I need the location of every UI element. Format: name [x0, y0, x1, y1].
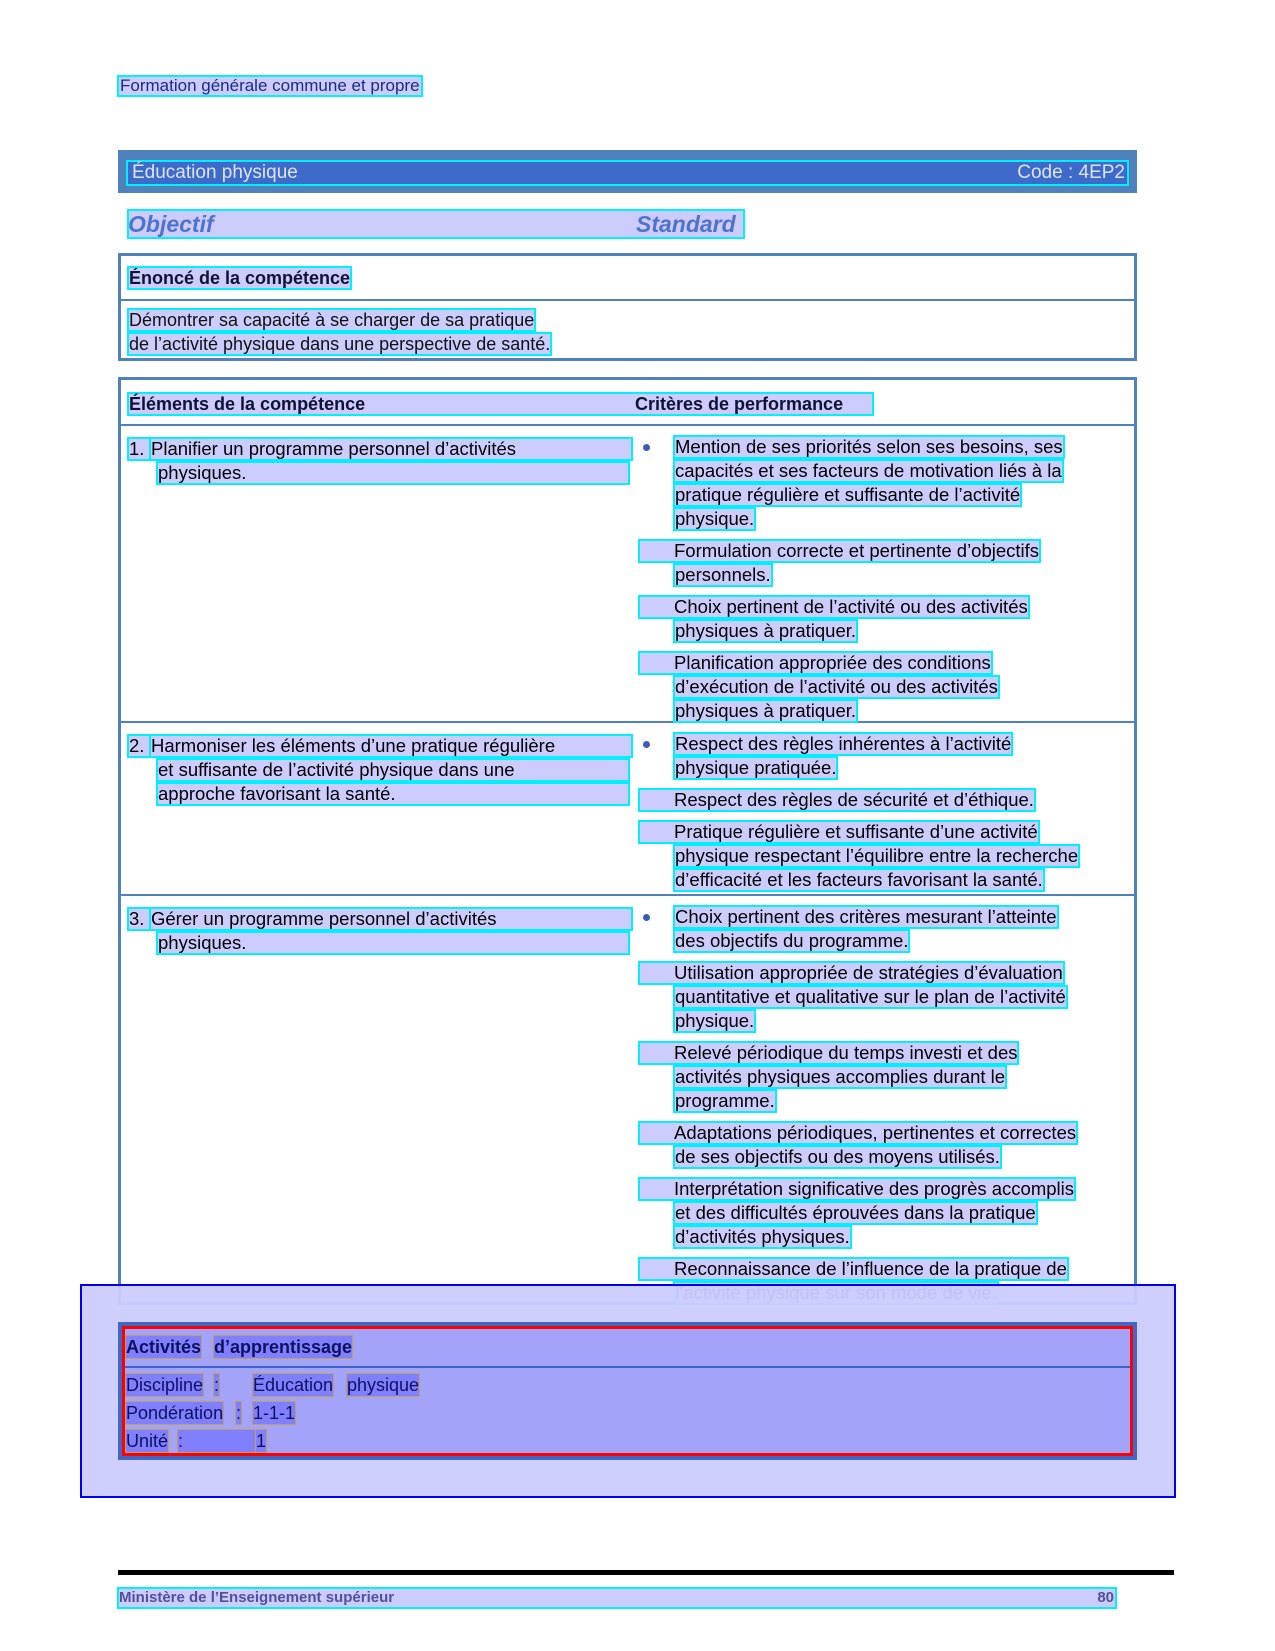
activites-heading-word1: Activités — [126, 1337, 202, 1357]
criterion-line: d’exécution de l’activité ou des activités — [675, 676, 998, 697]
divider — [121, 721, 1134, 723]
criterion-line: Respect des règles de sécurité et d’éthique. — [639, 789, 1035, 811]
criterion-line: Relevé périodique du temps investi et des — [639, 1042, 1018, 1064]
criterion-line: Utilisation appropriée de stratégies d’évaluation — [639, 962, 1064, 984]
criterion-line: physique. — [675, 1010, 755, 1031]
criterion-line: activités physiques accomplies durant le — [675, 1066, 1006, 1087]
course-discipline: Éducation physique — [132, 162, 298, 183]
course-header-bar — [118, 150, 1137, 193]
col-header-elements: Éléments de la compétence — [129, 394, 366, 414]
element-number: 3. — [128, 908, 152, 930]
criterion-line: Adaptations périodiques, pertinentes et correctes — [639, 1122, 1077, 1144]
discipline-value-2: physique — [347, 1375, 420, 1395]
unite-label: Unité — [126, 1431, 169, 1451]
enonce-line-1: Démontrer sa capacité à se charger de sa pratique — [129, 310, 535, 330]
element-line: physiques. — [157, 462, 629, 484]
element-line: Gérer un programme personnel d’activités — [150, 908, 632, 930]
ponderation-value: 1-1-1 — [253, 1403, 296, 1423]
criterion-line: de ses objectifs ou des moyens utilisés. — [675, 1146, 1000, 1167]
objectif-standard-row — [128, 210, 744, 238]
discipline-value-1: Éducation — [253, 1375, 334, 1395]
criterion-line: et des difficultés éprouvées dans la pratique — [675, 1202, 1036, 1223]
criterion-line: Interprétation significative des progrès accomplis — [639, 1178, 1075, 1200]
ponderation-label: Pondération — [126, 1403, 224, 1423]
objectif-label: Objectif — [128, 211, 214, 237]
element-number: 1. — [128, 438, 152, 460]
criterion-line: Formulation correcte et pertinente d’objectifs — [639, 540, 1040, 562]
criterion-line: Choix pertinent des critères mesurant l’atteinte — [675, 906, 1057, 927]
criterion-line: programme. — [675, 1090, 775, 1111]
criterion-line: Choix pertinent de l’activité ou des activités — [639, 596, 1029, 618]
discipline-label: Discipline — [126, 1375, 204, 1395]
element-line: et suffisante de l’activité physique dans une — [157, 759, 629, 781]
table-header-row — [128, 393, 873, 415]
criterion-line: physique. — [675, 508, 755, 529]
criterion-line: Mention de ses priorités selon ses besoins, ses — [675, 436, 1063, 457]
criterion-line: d’activités physiques. — [675, 1226, 850, 1247]
divider — [121, 894, 1134, 896]
criterion-line: physique pratiquée. — [675, 757, 837, 778]
program-title: Formation générale commune et propre — [120, 76, 420, 95]
element-number: 2. — [128, 735, 152, 757]
criterion-line: Respect des règles inhérentes à l’activité — [675, 733, 1012, 754]
criterion-line: Planification appropriée des conditions — [639, 652, 992, 674]
course-code: Code : 4EP2 — [1017, 162, 1125, 183]
divider — [121, 424, 1134, 426]
standard-label: Standard — [636, 211, 736, 237]
bullet-icon — [643, 741, 650, 748]
footer-ministry: Ministère de l’Enseignement supérieur — [119, 1589, 395, 1606]
competence-table — [118, 377, 1137, 1305]
element-line: Planifier un programme personnel d’activités — [150, 438, 632, 460]
unite-colon: : — [178, 1430, 256, 1452]
element-line: approche favorisant la santé. — [157, 783, 629, 805]
activites-apprentissage-box — [118, 1322, 1137, 1460]
enonce-line-2: de l’activité physique dans une perspective de santé. — [129, 334, 551, 354]
ponderation-colon: : — [236, 1403, 242, 1423]
element-line: physiques. — [157, 932, 629, 954]
criterion-line: physiques à pratiquer. — [675, 700, 857, 721]
discipline-colon: : — [214, 1375, 220, 1395]
criterion-line: Reconnaissance de l’influence de la pratique de — [639, 1258, 1068, 1280]
criterion-line: des objectifs du programme. — [675, 930, 909, 951]
criterion-line: quantitative et qualitative sur le plan de l’activité — [675, 986, 1066, 1007]
criterion-line: pratique régulière et suffisante de l’activité — [675, 484, 1021, 505]
activites-heading-word2: d’apprentissage — [214, 1337, 353, 1357]
enonce-box — [118, 253, 1137, 361]
page-number: 80 — [1097, 1589, 1114, 1606]
criterion-line: capacités et ses facteurs de motivation liés à la — [675, 460, 1062, 481]
footer-rule — [118, 1570, 1174, 1575]
criterion-line: physique respectant l’équilibre entre la recherche — [675, 845, 1079, 866]
unite-value: 1 — [256, 1431, 267, 1451]
page-footer — [118, 1588, 1116, 1608]
criterion-line: Pratique régulière et suffisante d’une activité — [639, 821, 1039, 843]
divider — [125, 1366, 1130, 1368]
element-line: Harmoniser les éléments d’une pratique régulière — [150, 735, 632, 757]
bullet-icon — [643, 914, 650, 921]
divider — [121, 299, 1134, 301]
criterion-line: physiques à pratiquer. — [675, 620, 857, 641]
enonce-heading: Énoncé de la compétence — [129, 268, 351, 288]
bullet-icon — [643, 444, 650, 451]
criterion-line: personnels. — [675, 564, 771, 585]
col-header-criteres: Critères de performance — [635, 394, 844, 414]
course-header-inner — [128, 162, 1127, 184]
criterion-line: d’efficacité et les facteurs favorisant la santé. — [675, 869, 1043, 890]
